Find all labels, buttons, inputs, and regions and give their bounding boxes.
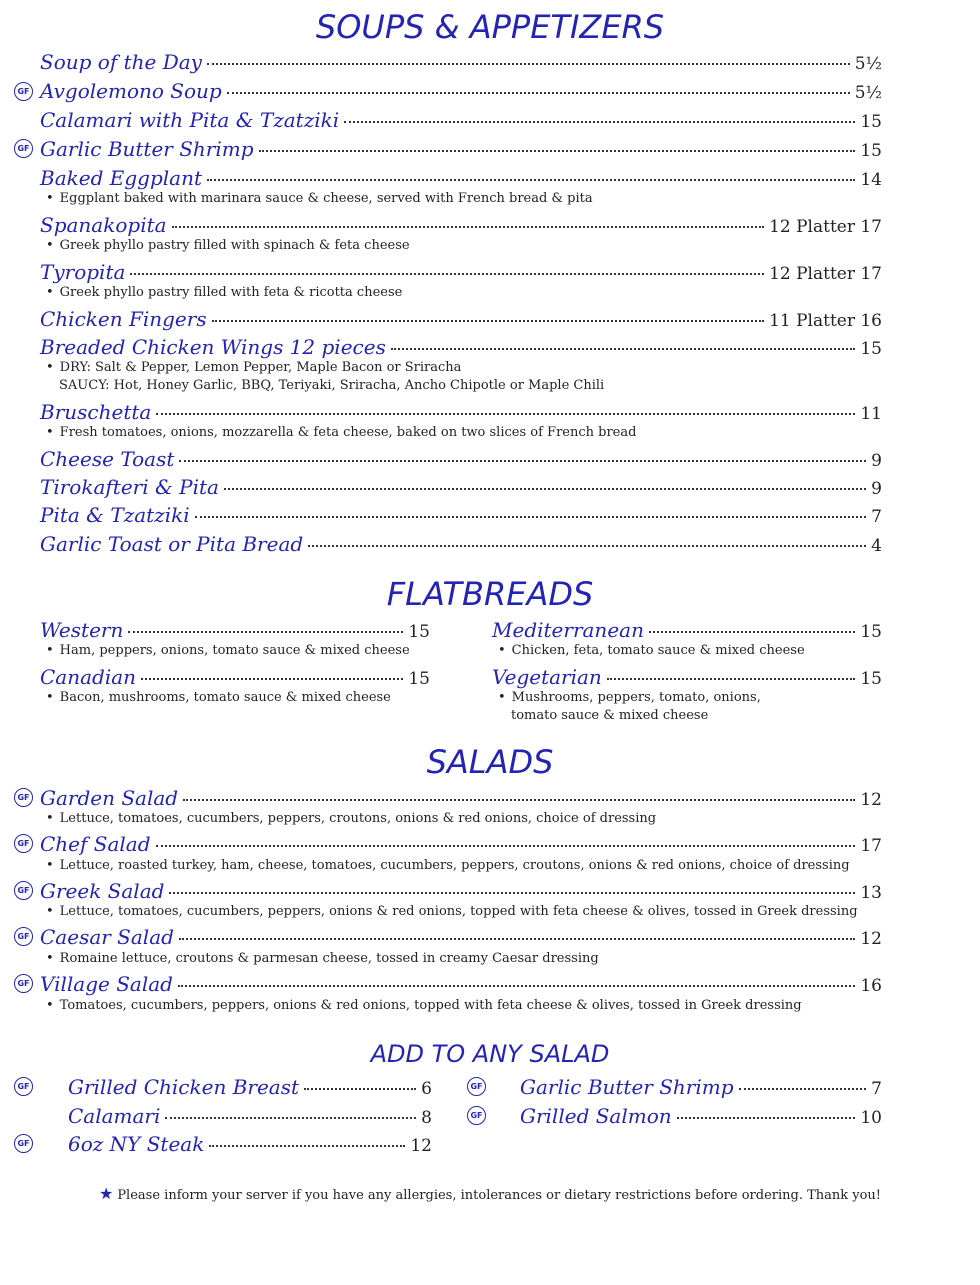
item-price: 15 <box>860 112 882 132</box>
menu-item <box>40 335 882 359</box>
menu-item <box>40 532 882 556</box>
item-name: Garden Salad <box>40 786 179 810</box>
item-price: 12 Platter 17 <box>769 264 882 284</box>
item-name: 6oz NY Steak <box>68 1132 205 1156</box>
item-name: Caesar Salad <box>40 925 174 949</box>
soups-appetizers-title: SOUPS & APPETIZERS <box>315 8 665 46</box>
item-price: 15 <box>860 141 882 161</box>
leader-dots <box>178 985 855 987</box>
flatbreads-title: FLATBREADS <box>386 575 594 613</box>
item-description: • Lettuce, tomatoes, cucumbers, peppers, onions & red onions, topped with feta cheese & olives, tossed in Greek dressing <box>46 904 858 919</box>
item-name: Avgolemono Soup <box>40 79 222 103</box>
menu-item <box>492 618 882 642</box>
leader-dots <box>344 121 855 123</box>
item-description: • Fresh tomatoes, onions, mozzarella & feta cheese, baked on two slices of French bread <box>46 425 637 440</box>
item-name: Vegetarian <box>492 665 602 689</box>
leader-dots <box>195 516 867 518</box>
item-price: 10 <box>860 1108 882 1128</box>
leader-dots <box>128 631 403 633</box>
menu-item <box>40 879 882 903</box>
item-name: Village Salad <box>40 972 173 996</box>
leader-dots <box>207 179 855 181</box>
add-to-salad-title: ADD TO ANY SALAD <box>370 1040 610 1068</box>
leader-dots <box>391 348 856 350</box>
gluten-free-icon: GF <box>14 974 33 993</box>
leader-dots <box>169 892 855 894</box>
item-name: Calamari <box>68 1104 161 1128</box>
item-price: 15 <box>860 339 882 359</box>
leader-dots <box>130 273 764 275</box>
item-description: • Eggplant baked with marinara sauce & cheese, served with French bread & pita <box>46 191 593 206</box>
allergy-notice <box>0 1184 980 1203</box>
addon-item <box>68 1075 432 1099</box>
item-description: • Bacon, mushrooms, tomato sauce & mixed cheese <box>46 690 391 705</box>
item-name: Chef Salad <box>40 832 151 856</box>
item-description: • Greek phyllo pastry filled with spinach & feta cheese <box>46 238 410 253</box>
leader-dots <box>183 799 855 801</box>
menu-item <box>40 260 882 284</box>
item-price: 11 Platter 16 <box>769 311 882 331</box>
item-name: Canadian <box>40 665 137 689</box>
star-icon: ★ <box>98 1184 114 1203</box>
leader-dots <box>156 845 856 847</box>
leader-dots <box>739 1088 867 1090</box>
item-price: 9 <box>871 451 882 471</box>
addon-item <box>68 1132 432 1156</box>
menu-item <box>40 137 882 161</box>
item-name: Cheese Toast <box>40 447 175 471</box>
addon-item <box>520 1104 882 1128</box>
item-description: SAUCY: Hot, Honey Garlic, BBQ, Teriyaki, Sriracha, Ancho Chipotle or Maple Chili <box>59 378 605 393</box>
menu-item <box>492 665 882 689</box>
leader-dots <box>172 226 765 228</box>
menu-item <box>40 786 882 810</box>
item-price: 4 <box>871 536 882 556</box>
menu-item <box>40 166 882 190</box>
addon-item <box>68 1104 432 1128</box>
gluten-free-icon: GF <box>14 139 33 158</box>
item-price: 12 <box>860 929 882 949</box>
item-description: • Tomatoes, cucumbers, peppers, onions & red onions, topped with feta cheese & olives, tossed in Greek dressing <box>46 998 802 1013</box>
gluten-free-icon: GF <box>14 788 33 807</box>
item-price: 15 <box>860 622 882 642</box>
item-description: • Romaine lettuce, croutons & parmesan cheese, tossed in creamy Caesar dressing <box>46 951 599 966</box>
menu-item <box>40 475 882 499</box>
item-name: Tirokafteri & Pita <box>40 475 219 499</box>
item-name: Western <box>40 618 124 642</box>
item-name: Baked Eggplant <box>40 166 202 190</box>
salads-title: SALADS <box>426 743 554 781</box>
item-price: 15 <box>860 669 882 689</box>
item-name: Bruschetta <box>40 400 152 424</box>
menu-item <box>40 618 430 642</box>
menu-item <box>40 972 882 996</box>
item-name: Tyropita <box>40 260 126 284</box>
item-price: 7 <box>871 507 882 527</box>
menu-item <box>40 447 882 471</box>
item-name: Calamari with Pita & Tzatziki <box>40 108 340 132</box>
menu-item <box>40 665 430 689</box>
item-description: • Mushrooms, peppers, tomato, onions, <box>498 690 761 705</box>
menu-item <box>40 400 882 424</box>
item-name: Pita & Tzatziki <box>40 503 190 527</box>
menu-item <box>40 50 882 74</box>
item-name: Grilled Salmon <box>520 1104 672 1128</box>
item-price: 12 <box>860 790 882 810</box>
gluten-free-icon: GF <box>14 1134 33 1153</box>
item-price: 16 <box>860 976 882 996</box>
leader-dots <box>649 631 855 633</box>
item-price: 13 <box>860 883 882 903</box>
item-price: 9 <box>871 479 882 499</box>
gluten-free-icon: GF <box>467 1106 486 1125</box>
item-price: 6 <box>421 1079 432 1099</box>
gluten-free-icon: GF <box>467 1077 486 1096</box>
item-price: 7 <box>871 1079 882 1099</box>
leader-dots <box>212 320 764 322</box>
item-price: 15 <box>408 669 430 689</box>
item-name: Garlic Butter Shrimp <box>40 137 254 161</box>
leader-dots <box>677 1117 856 1119</box>
menu-item <box>40 108 882 132</box>
item-price: 14 <box>860 170 882 190</box>
leader-dots <box>156 413 855 415</box>
leader-dots <box>607 678 856 680</box>
gluten-free-icon: GF <box>14 1077 33 1096</box>
item-description: • Lettuce, roasted turkey, ham, cheese, tomatoes, cucumbers, peppers, croutons, onions & red onions, choice of dressing <box>46 858 850 873</box>
menu-item <box>40 503 882 527</box>
item-description: • DRY: Salt & Pepper, Lemon Pepper, Maple Bacon or Sriracha <box>46 360 462 375</box>
item-name: Grilled Chicken Breast <box>68 1075 300 1099</box>
leader-dots <box>227 92 850 94</box>
gluten-free-icon: GF <box>14 927 33 946</box>
item-name: Garlic Butter Shrimp <box>520 1075 734 1099</box>
menu-item <box>40 925 882 949</box>
item-price: 11 <box>860 404 882 424</box>
item-description: • Lettuce, tomatoes, cucumbers, peppers, croutons, onions & red onions, choice of dressing <box>46 811 657 826</box>
leader-dots <box>224 488 866 490</box>
item-price: 5½ <box>854 54 882 74</box>
gluten-free-icon: GF <box>14 881 33 900</box>
leader-dots <box>165 1117 416 1119</box>
leader-dots <box>259 150 856 152</box>
item-name: Chicken Fingers <box>40 307 207 331</box>
leader-dots <box>179 460 866 462</box>
item-price: 5½ <box>854 83 882 103</box>
leader-dots <box>141 678 403 680</box>
menu-item <box>40 79 882 103</box>
item-price: 8 <box>421 1108 432 1128</box>
leader-dots <box>304 1088 416 1090</box>
item-name: Greek Salad <box>40 879 165 903</box>
leader-dots <box>308 545 866 547</box>
menu-item <box>40 213 882 237</box>
item-name: Garlic Toast or Pita Bread <box>40 532 304 556</box>
item-description: • Chicken, feta, tomato sauce & mixed cheese <box>498 643 805 658</box>
leader-dots <box>209 1145 405 1147</box>
menu-item <box>40 832 882 856</box>
item-price: 12 Platter 17 <box>769 217 882 237</box>
gluten-free-icon: GF <box>14 82 33 101</box>
gluten-free-icon: GF <box>14 834 33 853</box>
item-description: • Ham, peppers, onions, tomato sauce & mixed cheese <box>46 643 410 658</box>
item-description: • Greek phyllo pastry filled with feta & ricotta cheese <box>46 285 403 300</box>
addon-item <box>520 1075 882 1099</box>
item-name: Soup of the Day <box>40 50 202 74</box>
item-name: Breaded Chicken Wings 12 pieces <box>40 335 386 359</box>
menu-item <box>40 307 882 331</box>
leader-dots <box>179 938 855 940</box>
allergy-notice-text: Please inform your server if you have any allergies, intolerances or dietary restrictions before ordering. Thank you! <box>117 1188 882 1203</box>
item-price: 12 <box>410 1136 432 1156</box>
item-name: Mediterranean <box>492 618 644 642</box>
item-price: 17 <box>860 836 882 856</box>
item-price: 15 <box>408 622 430 642</box>
item-name: Spanakopita <box>40 213 167 237</box>
leader-dots <box>207 63 850 65</box>
item-description: tomato sauce & mixed cheese <box>511 708 709 723</box>
